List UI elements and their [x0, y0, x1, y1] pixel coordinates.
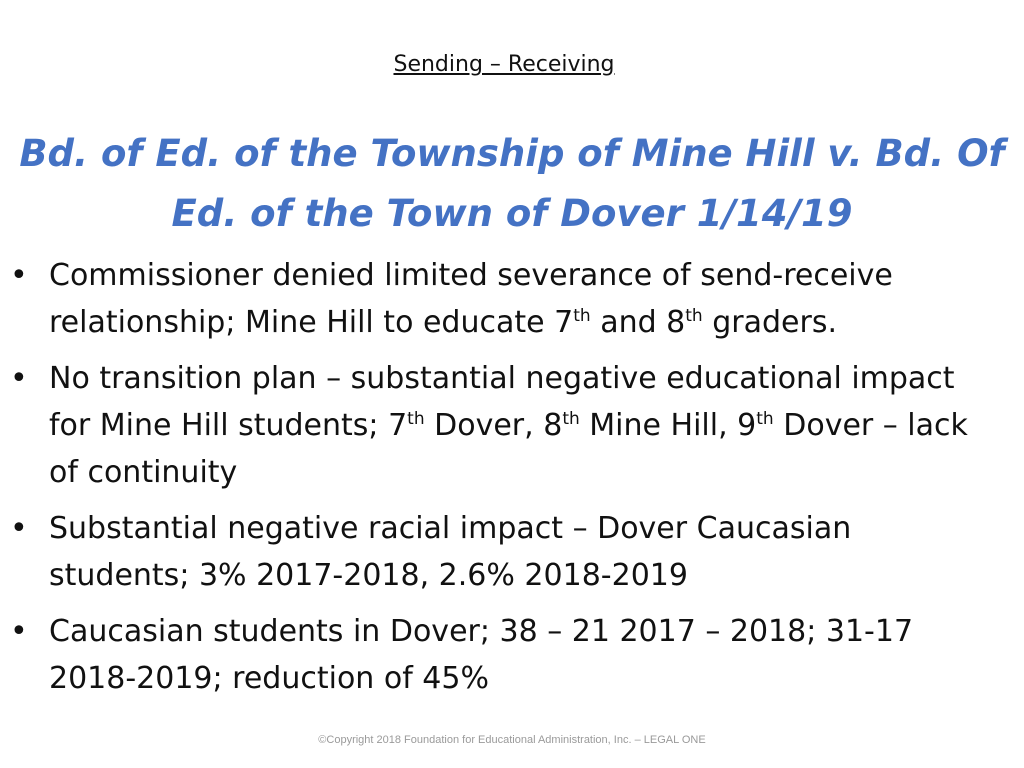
- bullet-icon: •: [10, 511, 28, 546]
- copyright-footer: ©Copyright 2018 Foundation for Educational Administration, Inc. – LEGAL ONE: [318, 734, 706, 746]
- bullet-text: Substantial negative racial impact – Dover Caucasian students; 3% 2017-2018, 2.6% 2018-2019: [49, 511, 852, 593]
- ordinal-suffix: th: [756, 409, 774, 429]
- ordinal-suffix: th: [685, 306, 703, 326]
- slide-title: Bd. of Ed. of the Township of Mine Hill v. Bd. Of Ed. of the Town of Dover 1/14/19: [19, 132, 1005, 235]
- ordinal-suffix: th: [562, 409, 580, 429]
- bullet-icon: •: [10, 614, 28, 649]
- bullet-text: Caucasian students in Dover; 38 – 21 2017 – 2018; 31-17 2018-2019; reduction of 45%: [49, 614, 914, 696]
- bullet-text: No transition plan – substantial negative educational impact for Mine Hill students; 7th Dover, 8th Mine Hill, 9th Dover – lack of continuity: [49, 361, 968, 490]
- bullet-item: [10, 505, 1000, 599]
- bullet-item: [10, 608, 1000, 702]
- bullet-item: [10, 355, 1000, 496]
- ordinal-suffix: th: [573, 306, 591, 326]
- bullet-list: [10, 252, 1000, 711]
- ordinal-suffix: th: [407, 409, 425, 429]
- slide-subtitle: Sending – Receiving: [393, 52, 615, 77]
- bullet-text: Commissioner denied limited severance of send-receive relationship; Mine Hill to educate 7th and 8th graders.: [49, 258, 893, 340]
- bullet-icon: •: [10, 258, 28, 293]
- bullet-icon: •: [10, 361, 28, 396]
- bullet-item: [10, 252, 1000, 346]
